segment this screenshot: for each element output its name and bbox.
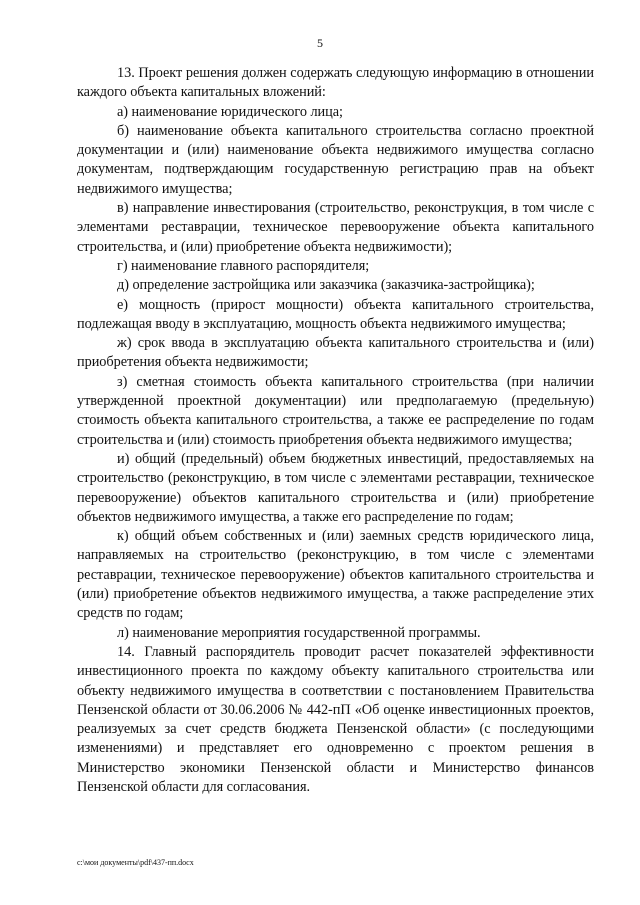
item-a: а) наименование юридического лица; — [117, 103, 343, 120]
item-i: и) общий (предельный) объем бюджетных инвестиций, предоставляемых на строительство (реконструкцию, в том числе с элементами реставрации, техническое перевооружение) объектов капитального строительства и (или) приобретение объектов недвижимого имущества, а также его распределение по годам; — [77, 450, 594, 525]
item-k: к) общий объем собственных и (или) заемных средств юридического лица, направляемых на строительство (реконструкцию, в том числе с элементами реставрации, техническое перевооружение) объектов капитального строительства и (или) приобретение объектов недвижимого имущества, а также распределение этих средств по годам; — [77, 528, 594, 622]
item-zh: ж) срок ввода в эксплуатацию объекта капитального строительства и (или) приобретения объекта недвижимости; — [77, 335, 594, 371]
item-g: г) наименование главного распорядителя; — [117, 257, 370, 274]
paragraph-14: 14. Главный распорядитель проводит расчет показателей эффективности инвестиционного проекта по каждому объекту капитального строительства или объекту недвижимого имущества в соответствии с постановлением Правительства Пензенской области от 30.06.2006 № 442-пП «Об оценке инвестиционных проектов, реализуемых за счет средств бюджета Пензенской области» (с последующими изменениями) и представляет его одновременно с проектом решения в Министерство экономики Пензенской области и Министерство финансов Пензенской области для согласования. — [77, 643, 594, 795]
paragraph-13: 13. Проект решения должен содержать следующую информацию в отношении каждого объекта капитальных вложений: — [77, 65, 594, 101]
item-b: б) наименование объекта капитального строительства согласно проектной документации и (или) наименование объекта недвижимого имущества согласно документам, подтверждающим государственную регистрацию прав на объект недвижимого имущества; — [77, 122, 594, 197]
page-number: 5 — [317, 36, 323, 50]
footer-file-path: c:\мои документы\pdf\437-пп.docx — [77, 858, 194, 867]
item-z: з) сметная стоимость объекта капитального строительства (при наличии утвержденной проектной документации) или предполагаемую (предельную) стоимость объекта капитального строительства, а также ее распределение по годам строительства и (или) стоимость приобретения объекта недвижимого имущества; — [77, 373, 594, 448]
item-l: л) наименование мероприятия государственной программы. — [117, 624, 481, 641]
item-d: д) определение застройщика или заказчика (заказчика-застройщика); — [117, 277, 535, 294]
item-e: е) мощность (прирост мощности) объекта капитального строительства, подлежащая вводу в эксплуатацию, мощность объекта недвижимого имущества; — [77, 296, 594, 332]
item-v: в) направление инвестирования (строительство, реконструкция, в том числе с элементами реставрации, техническое перевооружение объекта капитального строительства, и (или) приобретение объекта недвижимости); — [77, 200, 594, 255]
document-body — [77, 64, 594, 797]
